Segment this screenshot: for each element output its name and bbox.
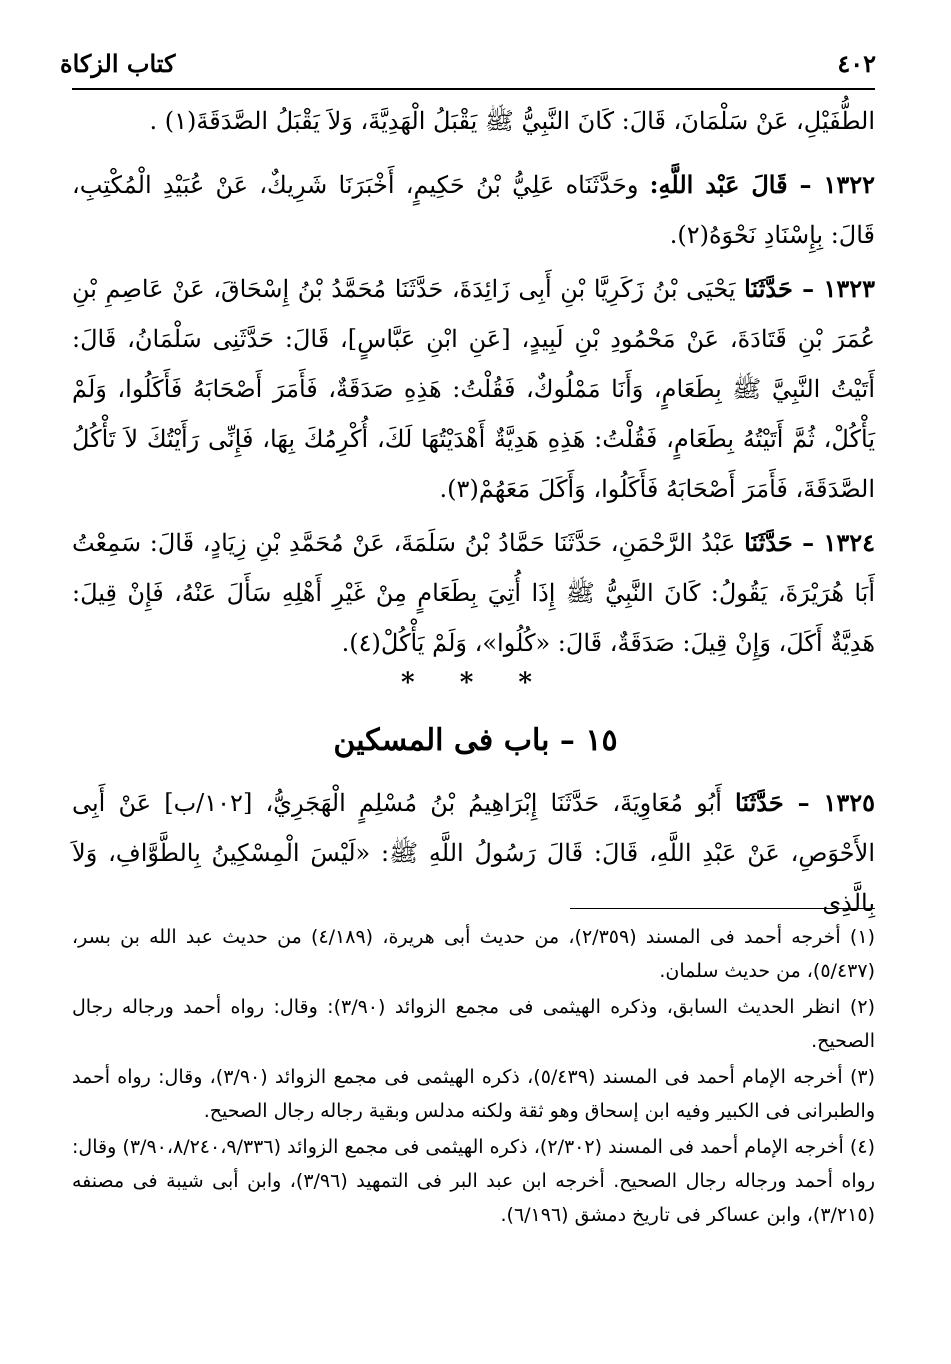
hadith-text: عَبْدُ الرَّحْمَنِ، حَدَّثَنَا حَمَّادُ بْنُ سَلَمَةَ، عَنْ مُحَمَّدِ بْنِ زِيَادٍ، قَالَ: سَمِعْتُ أَبَا هُرَيْرَةَ، يَقُولُ: كَانَ النَّبِيُّ ﷺ إِذَا أُتِيَ بِطَعَامٍ مِنْ غَيْرِ أَهْلِهِ سَأَلَ عَنْهُ، فَإِنْ قِيلَ: هَدِيَّةٌ أَكَلَ، وَإِنْ قِيلَ: صَدَقَةٌ، قَالَ: «كُلُوا»، وَلَمْ يَأْكُلْ(٤). (72, 529, 875, 657)
hadith-text: الطُّفَيْلِ، عَنْ سَلْمَانَ، قَالَ: كَانَ النَّبِيُّ ﷺ يَقْبَلُ الْهَدِيَّةَ، وَلاَ يَقْبَلُ الصَّدَقَةَ(١) . (149, 107, 875, 135)
page-header (60, 44, 876, 82)
hadith-paragraph (72, 264, 875, 514)
hadith-text: أَبُو مُعَاوِيَةَ، حَدَّثَنَا إِبْرَاهِيمُ بْنُ مُسْلِمٍ الْهَجَرِيُّ، [١٠٢/ب] عَنْ أَبِى الأَحْوَصِ، عَنْ عَبْدِ اللَّهِ، قَالَ: قَالَ رَسُولُ اللَّهِ ﷺ: «لَيْسَ الْمِسْكِينُ بِالطَّوَّافِ، وَلاَ بِالَّذِى (72, 789, 875, 917)
hadith-1325 (72, 778, 875, 928)
header-divider (72, 88, 875, 90)
section-separator: * * * (401, 668, 550, 698)
hadith-paragraph (72, 778, 875, 928)
hadith-number: ١٣٢٤ – حَدَّثَنَا (744, 528, 875, 557)
hadith-number: ١٣٢٣ – حَدَّثَنَا (744, 274, 875, 303)
hadith-text: وحَدَّثَنَاه عَلِيُّ بْنُ حَكِيمٍ، أَخْبَرَنَا شَرِيكٌ، عَنْ عُبَيْدِ الْمُكْتِبِ، قَالَ: بِإِسْنَادِ نَحْوَهُ(٢). (72, 171, 875, 249)
hadith-number: ١٣٢٢ – قَالَ عَبْد اللَّهِ: (649, 170, 875, 199)
hadith-1322 (72, 160, 875, 260)
footnote-3: (٣) أخرجه الإمام أحمد فى المسند (٥/٤٣٩)، ذكره الهيثمى فى مجمع الزوائد (٣/٩٠)، وقال: رواه أحمد والطبرانى فى الكبير وفيه ابن إسحاق وهو ثقة ولكنه مدلس وبقية رجاله رجال الصحيح. (72, 1066, 875, 1122)
footnote-2: (٢) انظر الحديث السابق، وذكره الهيثمى فى مجمع الزوائد (٣/٩٠): وقال: رواه أحمد ورجاله رجال الصحيح. (72, 996, 875, 1052)
chapter-title: ١٥ – باب فى المسكين (333, 723, 618, 758)
footnote-divider (570, 908, 875, 909)
footnotes (72, 920, 875, 1234)
hadith-1324 (72, 518, 875, 668)
hadith-paragraph (72, 518, 875, 668)
hadith-number: ١٣٢٥ – حَدَّثَنَا (735, 788, 875, 817)
hadith-1321-tail (72, 96, 875, 146)
book-title: كتاب الزكاة (60, 48, 176, 78)
hadith-paragraph (72, 160, 875, 260)
hadith-1323 (72, 264, 875, 514)
hadith-text: يَحْيَى بْنُ زَكَرِيَّا بْنِ أَبِى زَائِدَةَ، حَدَّثَنَا مُحَمَّدُ بْنُ إِسْحَاقَ، عَنْ عَاصِمِ بْنِ عُمَرَ بْنِ قَتَادَةَ، عَنْ مَحْمُودِ بْنِ لَبِيدٍ، [عَنِ ابْنِ عَبَّاسٍ]، قَالَ: حَدَّثَنِى سَلْمَانُ، قَالَ: أَتَيْتُ النَّبِيَّ ﷺ بِطَعَامٍ، وَأَنَا مَمْلُوكٌ، فَقُلْتُ: هَذِهِ صَدَقَةٌ، فَأَمَرَ أَصْحَابَهُ فَأَكَلُوا، وَلَمْ يَأْكُلْ، ثُمَّ أَتَيْتُهُ بِطَعَامٍ، فَقُلْتُ: هَذِهِ هَدِيَّةٌ أَهْدَيْتُهَا لَكَ، أُكْرِمُكَ بِهَا، فَإِنِّى رَأَيْتُكَ لاَ تَأْكُلُ الصَّدَقَةَ، فَأَمَرَ أَصْحَابَهُ فَأَكَلُوا، وَأَكَلَ مَعَهُمْ(٣). (72, 275, 875, 503)
footnote-4: (٤) أخرجه الإمام أحمد فى المسند (٢/٣٠٢)، ذكره الهيثمى فى مجمع الزوائد (٣/٩٠،٨/٢٤٠،٩/٣٣٦) وقال: رواه أحمد ورجاله رجال الصحيح. أخرجه ابن عبد البر فى التمهيد (٣/٩٦)، وابن أبى شيبة فى مصنفه (٣/٢١٥)، وابن عساكر فى تاريخ دمشق (٦/١٩٦). (72, 1136, 875, 1226)
page-number: ٤٠٢ (837, 48, 876, 78)
footnote-1: (١) أخرجه أحمد فى المسند (٢/٣٥٩)، من حديث أبى هريرة، (٤/١٨٩) من حديث عبد الله بن بسر، (٥/٤٣٧)، من حديث سلمان. (72, 926, 875, 982)
